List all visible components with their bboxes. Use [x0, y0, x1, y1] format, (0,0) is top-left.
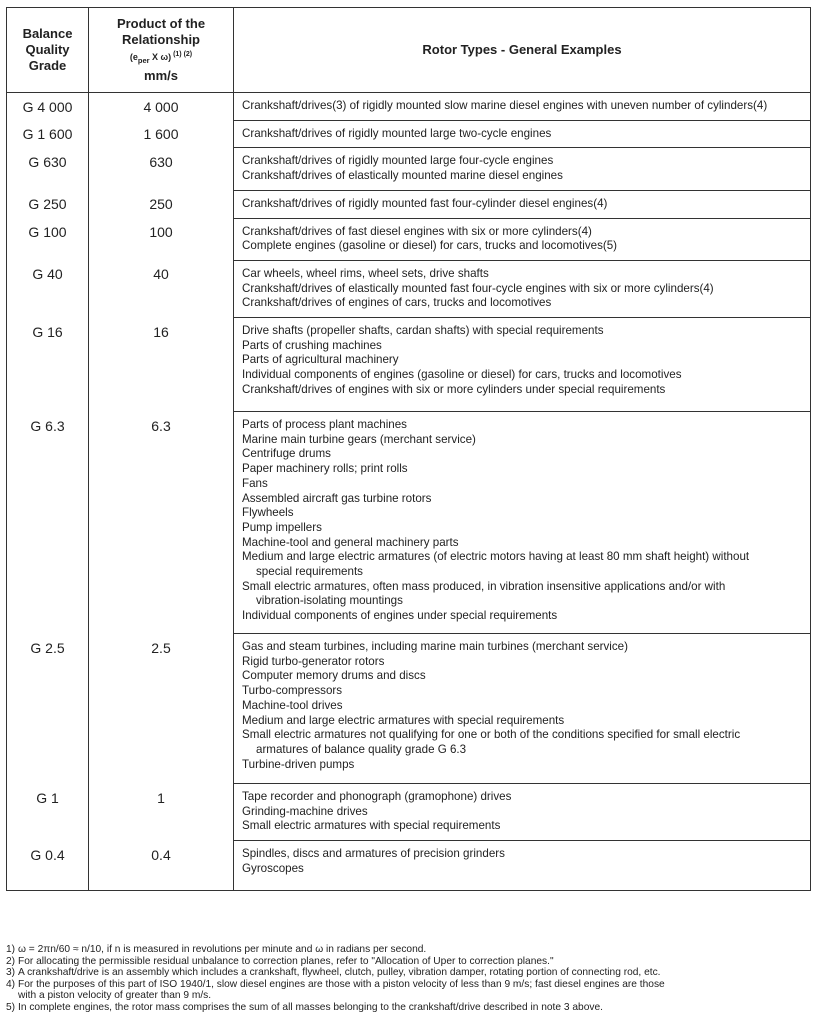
header-types: Rotor Types - General Examples — [234, 8, 811, 93]
table-row — [7, 218, 811, 260]
rotor-type-line: Turbo-compressors — [242, 684, 343, 698]
footnote-text: ω = 2πn/60 ≈ n/10, if n is measured in revolutions per minute and ω in radians per second. — [18, 944, 427, 955]
rotor-type-line: Rigid turbo-generator rotors — [242, 654, 385, 668]
rotor-type-line: Grinding-machine drives — [242, 804, 368, 818]
rotor-type-line: Individual components of engines under special requirements — [242, 609, 558, 623]
footnote-text: For allocating the permissible residual unbalance to correction planes, refer to "Allocation of Uper to correction planes." — [18, 955, 554, 967]
rotor-type-line: Crankshaft/drives of engines of cars, trucks and locomotives — [242, 296, 552, 310]
footnote — [6, 944, 816, 956]
rotor-type-line: Crankshaft/drives(3) of rigidly mounted slow marine diesel engines with uneven number of cylinders(4) — [242, 99, 768, 112]
rotor-type-line: Crankshaft/drives of rigidly mounted fast four-cylinder diesel engines(4) — [242, 196, 608, 210]
grade-cell: G 16 — [7, 318, 89, 412]
rotor-type-line: Small electric armatures with special requirements — [242, 819, 501, 833]
grade-cell: G 100 — [7, 218, 89, 260]
rotor-type-line: Car wheels, wheel rims, wheel sets, drive shafts — [242, 266, 489, 280]
rotor-type-line: Assembled aircraft gas turbine rotors — [242, 491, 432, 505]
header-grade-line: Balance — [22, 26, 73, 41]
rotor-type-line: Crankshaft/drives of engines with six or more cylinders under special requirements — [242, 382, 666, 396]
rotor-type-line: special requirements — [256, 565, 363, 579]
footnote-text: For the purposes of this part of ISO 1940/1, slow diesel engines are those with a piston velocity of less than 9 m/s; fast diesel engines are those — [18, 978, 665, 990]
footnote-number: 1) — [6, 944, 16, 955]
table-row — [7, 634, 811, 784]
grade-cell: G 2.5 — [7, 634, 89, 784]
rotor-type-line: Crankshaft/drives of elastically mounted fast four-cycle engines with six or more cylinders(4) — [242, 281, 714, 295]
header-grade-line: Grade — [28, 58, 67, 73]
rotor-type-line: Small electric armatures, often mass produced, in vibration insensitive applications and/or with — [242, 579, 726, 593]
rotor-types-cell — [234, 148, 811, 190]
header-grade-line: Quality — [25, 42, 70, 57]
footnote — [6, 990, 816, 1002]
rotor-type-line: Tape recorder and phonograph (gramophone) drives — [242, 790, 512, 804]
table-row — [7, 412, 811, 634]
rotor-type-line: Computer memory drums and discs — [242, 669, 426, 683]
rotor-types-cell — [234, 634, 811, 784]
rotor-type-line: Machine-tool drives — [242, 698, 343, 712]
rotor-type-line: Crankshaft/drives of rigidly mounted large two-cycle engines — [242, 126, 552, 140]
footnote-text: A crankshaft/drive is an assembly which includes a crankshaft, flywheel, clutch, pulley, vibration damper, rotating portion of connecting rod, etc. — [18, 967, 661, 979]
table-row — [7, 148, 811, 190]
grade-cell: G 1 600 — [7, 120, 89, 148]
rotor-types-cell — [234, 93, 811, 121]
table-row — [7, 318, 811, 412]
product-cell: 1 — [89, 784, 234, 841]
rotor-type-line: Individual components of engines (gasoline or diesel) for cars, trucks and locomotives — [242, 368, 682, 382]
grade-cell: G 40 — [7, 260, 89, 317]
header-product-line: Relationship — [121, 31, 200, 47]
rotor-type-line: Small electric armatures not qualifying for one or both of the conditions specified for small electric — [242, 728, 741, 742]
rotor-type-line: Turbine-driven pumps — [242, 757, 355, 771]
product-cell: 1 600 — [89, 120, 234, 148]
rotor-type-line: Paper machinery rolls; print rolls — [242, 462, 408, 476]
table-row — [7, 93, 811, 121]
grade-cell: G 250 — [7, 190, 89, 218]
rotor-type-line: Parts of crushing machines — [242, 338, 382, 352]
rotor-type-line: Spindles, discs and armatures of precision grinders — [242, 847, 505, 861]
rotor-type-line: Parts of process plant machines — [242, 418, 407, 432]
rotor-types-cell — [234, 841, 811, 891]
rotor-type-line: Medium and large electric armatures with special requirements — [242, 713, 565, 727]
rotor-type-line: Complete engines (gasoline or diesel) for cars, trucks and locomotives(5) — [242, 239, 618, 253]
rotor-types-cell — [234, 784, 811, 841]
rotor-type-line: armatures of balance quality grade G 6.3 — [256, 742, 467, 756]
rotor-type-line: Machine-tool and general machinery parts — [242, 535, 459, 549]
grade-cell: G 0.4 — [7, 841, 89, 891]
grade-cell: G 630 — [7, 148, 89, 190]
footnote-number: 2) — [6, 955, 16, 967]
footnote-number: 5) — [6, 1001, 16, 1013]
rotor-type-line: Medium and large electric armatures (of electric motors having at least 80 mm shaft height) without — [242, 550, 750, 564]
header-product-line: Product of the — [116, 15, 206, 31]
header-product-unit: mm/s — [144, 68, 178, 84]
product-cell: 6.3 — [89, 412, 234, 634]
rotor-type-line: Crankshaft/drives of elastically mounted marine diesel engines — [242, 169, 563, 183]
grade-cell: G 1 — [7, 784, 89, 841]
table-row — [7, 841, 811, 891]
header-product-formula: ($e_{per}$ X ω) $^{(1) (2)}$ — [129, 50, 193, 65]
grade-cell: G 4 000 — [7, 93, 89, 121]
table-row — [7, 190, 811, 218]
rotor-type-line: Crankshaft/drives of fast diesel engines with six or more cylinders(4) — [242, 224, 592, 238]
footnote — [6, 956, 816, 968]
footnote — [6, 979, 816, 991]
rotor-types-cell — [234, 412, 811, 634]
rotor-type-line: Fans — [242, 476, 268, 490]
rotor-type-line: vibration-isolating mountings — [256, 594, 403, 608]
product-cell: 630 — [89, 148, 234, 190]
rotor-types-cell — [234, 120, 811, 148]
rotor-type-line: Parts of agricultural machinery — [242, 353, 399, 367]
header-product — [89, 8, 234, 93]
rotor-type-line: Centrifuge drums — [242, 447, 331, 461]
rotor-type-line: Marine main turbine gears (merchant service) — [242, 432, 476, 446]
rotor-type-line: Crankshaft/drives of rigidly mounted large four-cycle engines — [242, 154, 554, 168]
footnote-text: In complete engines, the rotor mass comprises the sum of all masses belonging to the crankshaft/drive described in note 3 above. — [18, 1001, 603, 1013]
rotor-type-line: Flywheels — [242, 506, 294, 520]
product-cell: 16 — [89, 318, 234, 412]
rotor-types-cell — [234, 260, 811, 317]
rotor-types-cell — [234, 318, 811, 412]
footnote — [6, 967, 816, 979]
rotor-type-line: Gyroscopes — [242, 861, 304, 875]
product-cell: 4 000 — [89, 93, 234, 121]
rotor-type-line: Gas and steam turbines, including marine main turbines (merchant service) — [242, 640, 628, 654]
rotor-types-cell — [234, 190, 811, 218]
grade-cell: G 6.3 — [7, 412, 89, 634]
rotor-type-line: Pump impellers — [242, 520, 322, 534]
product-cell: 0.4 — [89, 841, 234, 891]
table-row — [7, 784, 811, 841]
footnote-text: with a piston velocity of greater than 9 m/s. — [18, 990, 212, 1002]
footnotes — [6, 944, 816, 1014]
balance-quality-table — [6, 7, 811, 891]
product-cell: 250 — [89, 190, 234, 218]
header-grade — [7, 8, 89, 93]
product-cell: 40 — [89, 260, 234, 317]
rotor-types-cell — [234, 218, 811, 260]
footnote-number: 4) — [6, 978, 16, 990]
table-body — [7, 93, 811, 891]
product-cell: 100 — [89, 218, 234, 260]
rotor-type-line: Drive shafts (propeller shafts, cardan shafts) with special requirements — [242, 324, 604, 338]
product-cell: 2.5 — [89, 634, 234, 784]
footnote — [6, 1002, 816, 1014]
table-header-row — [7, 8, 811, 93]
footnote-number: 3) — [6, 967, 16, 979]
table-row — [7, 260, 811, 317]
table-row — [7, 120, 811, 148]
